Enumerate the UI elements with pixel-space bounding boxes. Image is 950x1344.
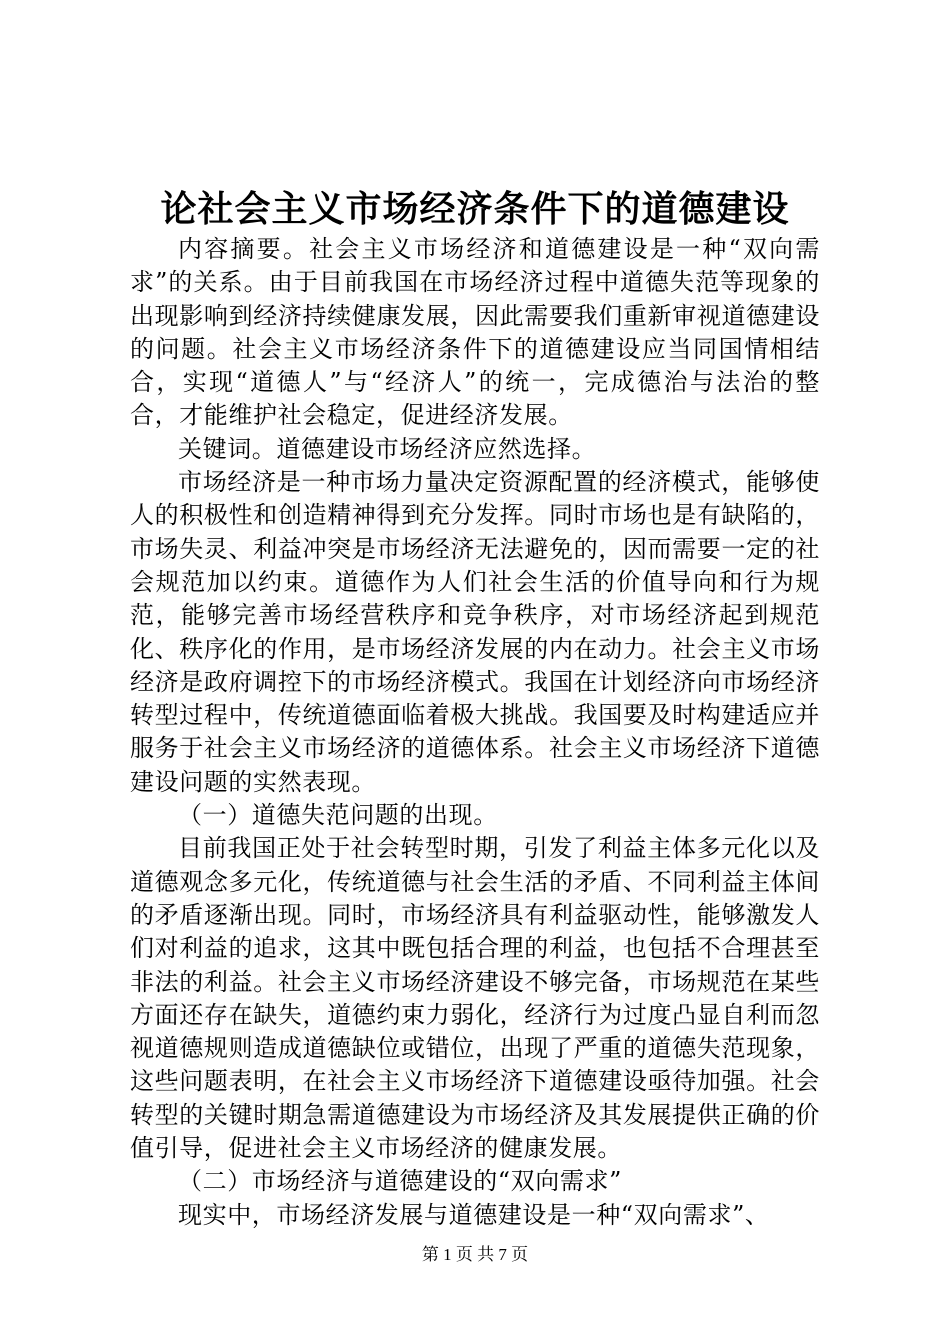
section-heading: （一）道德失范问题的出现。 [178, 801, 498, 830]
body-paragraph: 市场经济是一种市场力量决定资源配置的经济模式，能够使人的积极性和创造精神得到充分发挥。同时市场也是有缺陷的，市场失灵、利益冲突是市场经济无法避免的，因而需要一定的社会规范加以约束。道德作为人们社会生活的价值导向和行为规范，能够完善市场经营秩序和竞争秩序，对市场经济起到规范化、秩序化的作用，是市场经济发展的内在动力。社会主义市场经济是政府调控下的市场经济模式。我国在计划经济向市场经济转型过程中，传统道德面临着极大挑战。我国要及时构建适应并服务于社会主义市场经济的道德体系。社会主义市场经济下道德建设问题的实然表现。 [130, 468, 820, 796]
document-title: 论社会主义市场经济条件下的道德建设 [160, 188, 790, 230]
body-paragraph: 现实中，市场经济发展与道德建设是一种“双向需求”、 [178, 1200, 770, 1229]
section-heading: （二）市场经济与道德建设的“双向需求” [178, 1167, 622, 1196]
page-footer: 第 1 页 共 7 页 [421, 1245, 529, 1264]
abstract-paragraph: 内容摘要。社会主义市场经济和道德建设是一种“双向需求”的关系。由于目前我国在市场经济过程中道德失范等现象的出现影响到经济持续健康发展，因此需要我们重新审视道德建设的问题。社会主义市场经济条件下的道德建设应当同国情相结合，实现“道德人”与“经济人”的统一，完成德治与法治的整合，才能维护社会稳定，促进经济发展。 [130, 235, 820, 430]
keywords-paragraph: 关键词。道德建设市场经济应然选择。 [178, 434, 597, 463]
body-paragraph: 目前我国正处于社会转型时期，引发了利益主体多元化以及道德观念多元化，传统道德与社会生活的矛盾、不同利益主体间的矛盾逐渐出现。同时，市场经济具有利益驱动性，能够激发人们对利益的追求，这其中既包括合理的利益，也包括不合理甚至非法的利益。社会主义市场经济建设不够完备，市场规范在某些方面还存在缺失，道德约束力弱化，经济行为过度凸显自利而忽视道德规则造成道德缺位或错位，出现了严重的道德失范现象，这些问题表明，在社会主义市场经济下道德建设亟待加强。社会转型的关键时期急需道德建设为市场经济及其发展提供正确的价值引导，促进社会主义市场经济的健康发展。 [130, 834, 820, 1163]
document-body [130, 233, 820, 1232]
